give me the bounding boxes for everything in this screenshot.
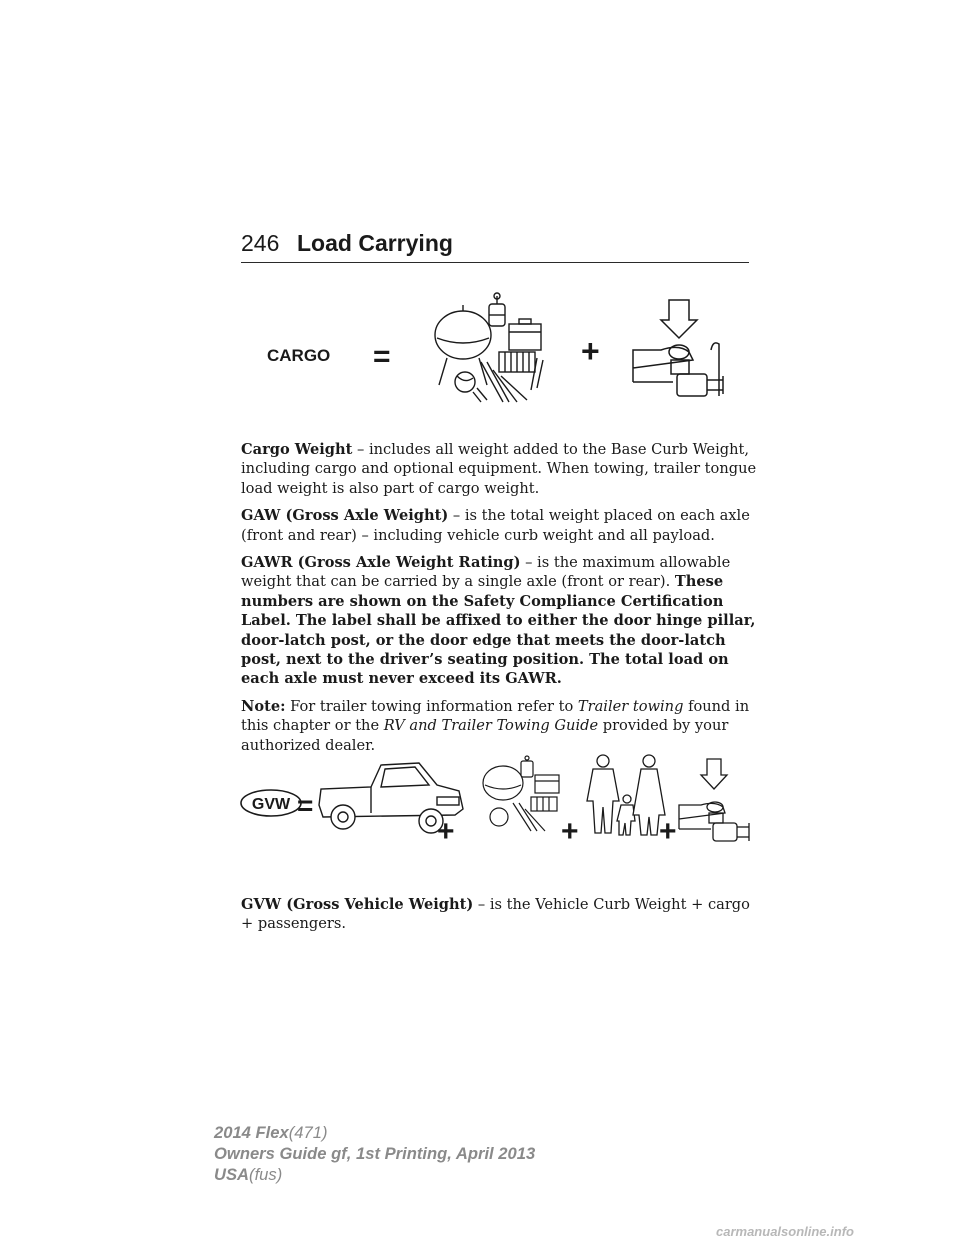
gvw-plus-sign-2: +: [561, 815, 579, 848]
footer-model: 2014 Flex: [214, 1123, 289, 1142]
page-number: 246: [241, 230, 280, 256]
note-text-1: For trailer towing information refer to: [285, 697, 578, 715]
footer-code: (471): [288, 1123, 328, 1142]
trailer-hitch-icon: [633, 300, 723, 396]
cargo-weight-paragraph: [241, 440, 761, 498]
watermark: carmanualsonline.info: [716, 1224, 854, 1239]
gawr-emphasis: These numbers are shown on the Safety Compliance Certification Label. The label shall be affixed to either the door hinge pillar, door-latch post, or the door edge that meets the door-latch post, next to the driver’s seating position. The total load on each axle must never exceed its GAWR.: [241, 573, 756, 688]
note-paragraph: [241, 697, 761, 755]
cargo-weight-term: Cargo Weight: [241, 441, 353, 458]
plus-sign: +: [581, 333, 600, 369]
gvw-plus-sign-1: +: [437, 815, 455, 848]
footer-guide-line: [214, 1143, 535, 1164]
footer-region: USA: [214, 1165, 250, 1184]
gawr-text: – is the maximum allowable weight that can be carried by a single axle (front or rear).: [241, 554, 731, 591]
gaw-term: GAW (Gross Axle Weight): [241, 507, 449, 525]
trailer-hitch-icon-small: [679, 759, 749, 841]
note-ref-trailer-towing: Trailer towing: [577, 697, 684, 715]
gaw-text: – is the total weight placed on each axle (front and rear) – including vehicle curb weight and all payload.: [241, 507, 750, 544]
chapter-title: Load Carrying: [297, 230, 453, 256]
cargo-weight-text: – includes all weight added to the Base Curb Weight, including cargo and optional equipment. When towing, trailer tongue load weight is also part of cargo weight.: [241, 441, 757, 497]
cargo-items-icon-small: [483, 756, 559, 831]
note-term: Note:: [241, 697, 286, 715]
note-text-3: provided by your authorized dealer.: [241, 717, 729, 754]
page-footer: [214, 1122, 535, 1185]
footer-guide: Owners Guide gf, 1st Printing, April 2013: [214, 1144, 536, 1163]
gvw-equals-sign: =: [297, 790, 314, 821]
gawr-term: GAWR (Gross Axle Weight Rating): [241, 554, 521, 572]
gaw-paragraph: [241, 506, 761, 545]
gvw-figure: [241, 755, 753, 848]
gvw-paragraph: [241, 895, 761, 934]
footer-model-line: [214, 1122, 535, 1143]
gvw-text: – is the Vehicle Curb Weight + cargo + passengers.: [241, 896, 750, 933]
page-header: [241, 228, 749, 263]
gvw-definition-block: [241, 895, 761, 934]
footer-region-code: (fus): [249, 1165, 283, 1184]
gawr-paragraph: [241, 553, 761, 689]
note-ref-rv-guide: RV and Trailer Towing Guide: [383, 717, 599, 735]
passengers-icon: [587, 755, 665, 835]
cargo-items-icon: [435, 293, 543, 402]
gvw-label: GVW: [251, 796, 291, 813]
definitions-block: [241, 440, 761, 755]
cargo-label: CARGO: [267, 346, 331, 365]
gvw-term: GVW (Gross Vehicle Weight): [241, 896, 474, 913]
equals-sign: =: [373, 340, 391, 373]
cargo-figure: [241, 290, 751, 415]
gvw-plus-sign-3: +: [659, 815, 677, 848]
footer-region-line: [214, 1164, 535, 1185]
note-text-2: found in this chapter or the: [241, 697, 750, 735]
